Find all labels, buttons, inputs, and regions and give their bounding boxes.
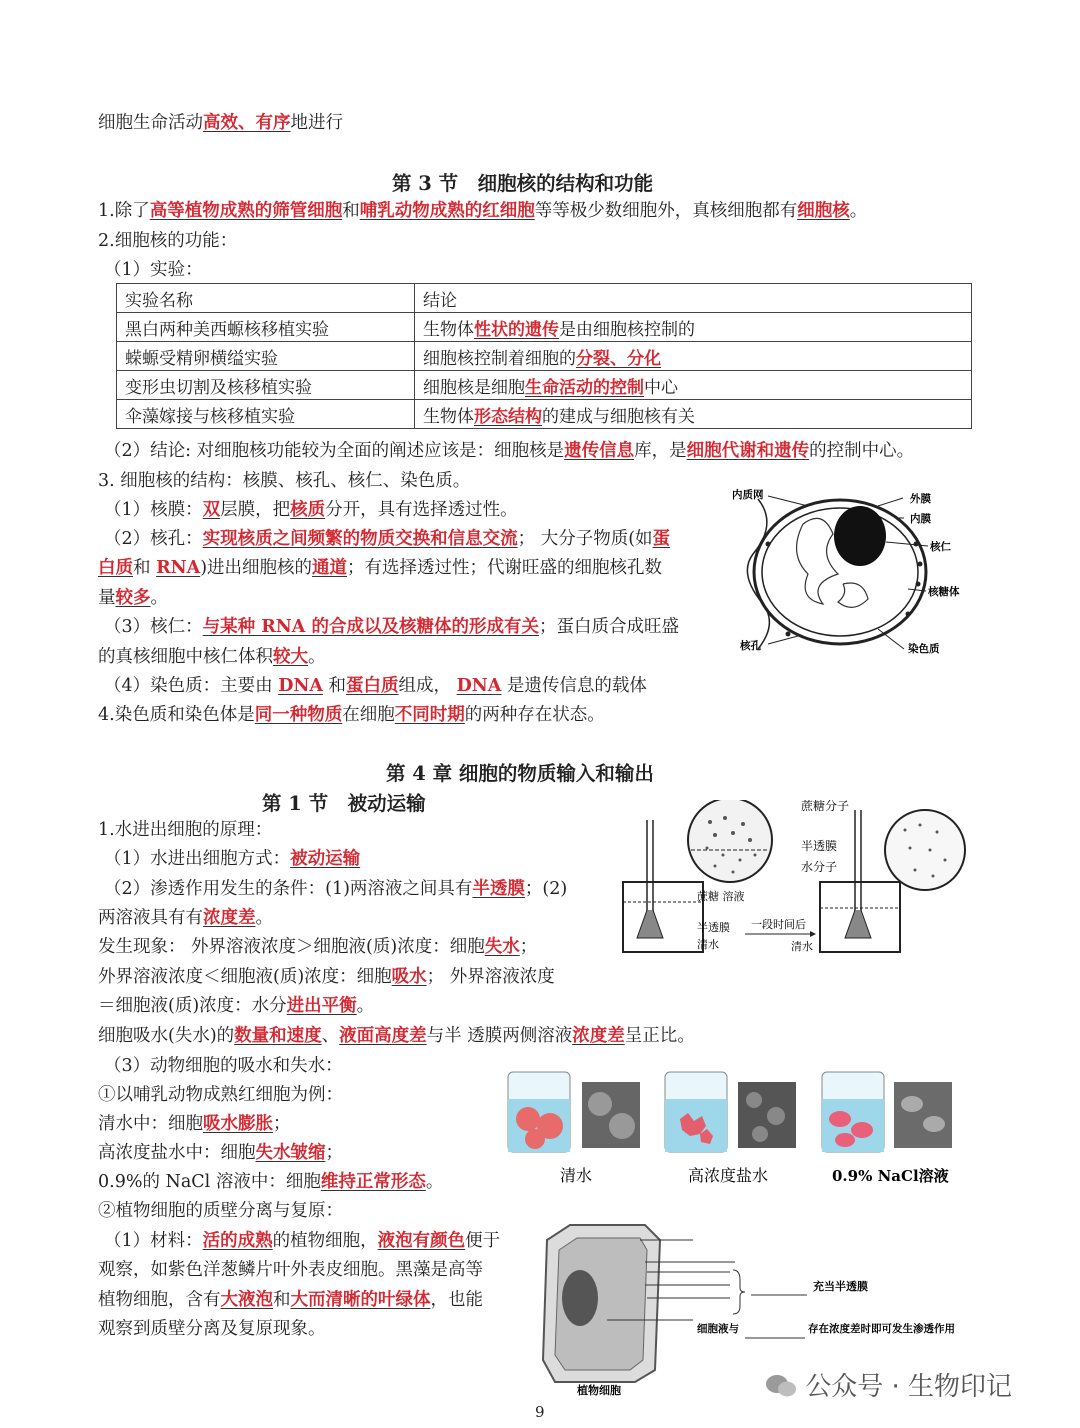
conclusion-line: （2）结论: 对细胞核功能较为全面的阐述应该是：细胞核是遗传信息库，是细胞代谢和遗传的控制中心。 [104, 441, 915, 461]
paragraph-2-1: （1）实验： [104, 260, 203, 280]
rbc-salt-line: 高浓度盐水中：细胞失水皱缩； [98, 1143, 343, 1163]
chromatin-path [797, 518, 838, 604]
nucleolus [834, 506, 886, 566]
svg-text:核糖体: 核糖体 [928, 586, 960, 598]
svg-text:存在浓度差时即可发生渗透作用: 存在浓度差时即可发生渗透作用 [808, 1323, 955, 1335]
rbc-nacl-line: 0.9%的 NaCl 溶液中：细胞维持正常形态。 [98, 1172, 444, 1192]
paragraph-4: 4.染色质和染色体是同一种物质在细胞不同时期的两种存在状态。 [98, 705, 605, 725]
zoom-circle-left [688, 800, 772, 882]
nuclear-pore-line-3: 量较多。 [98, 588, 168, 608]
svg-text:一段时间后: 一段时间后 [751, 918, 806, 931]
svg-text:高浓度盐水: 高浓度盐水 [688, 1166, 769, 1185]
svg-text:清水: 清水 [560, 1166, 593, 1185]
animal-cell-heading: （3）动物细胞的吸水和失水： [104, 1056, 343, 1076]
svg-text:半透膜: 半透膜 [697, 921, 730, 934]
svg-text:植物细胞: 植物细胞 [577, 1384, 621, 1397]
osmosis-diagram [615, 800, 970, 960]
material-line-4: 观察到质壁分离及复原现象。 [98, 1319, 326, 1339]
table-row: 黑白两种美西螈核移植实验 生物体性状的遗传是由细胞核控制的 [117, 313, 972, 342]
section-3-title: 第 3 节 细胞核的结构和功能 [392, 172, 654, 195]
svg-text:清水: 清水 [697, 938, 719, 951]
q1-1-line: （1）水进出细胞方式：被动运输 [104, 849, 361, 869]
paragraph-3: 3. 细胞核的结构：核膜、核孔、核仁、染色质。 [98, 471, 471, 491]
q1-2-line: （2）渗透作用发生的条件：(1)两溶液之间具有半透膜；(2) [104, 879, 568, 899]
beaker-nacl [822, 1072, 952, 1152]
line-cell-activity: 细胞生命活动高效、有序地进行 [98, 113, 343, 133]
svg-text:0.9% NaCl溶液: 0.9% NaCl溶液 [832, 1167, 949, 1185]
q1-3a-line: 发生现象： 外界溶液浓度＞细胞液(质)浓度：细胞失水； [98, 937, 538, 957]
paragraph-1: 1.除了高等植物成熟的筛管细胞和哺乳动物成熟的红细胞等等极少数细胞外，真核细胞都有细胞核。 [98, 201, 868, 221]
table-row: 变形虫切割及核移植实验 细胞核是细胞生命活动的控制中心 [117, 371, 972, 400]
svg-text:核孔: 核孔 [740, 640, 761, 652]
svg-text:核仁: 核仁 [930, 541, 951, 553]
svg-text:内质网: 内质网 [732, 489, 764, 501]
svg-text:水分子: 水分子 [801, 860, 838, 874]
page-number: 9 [535, 1403, 545, 1421]
nuclear-pore-line: （2）核孔：实现核质之间频繁的物质交换和信息交流； 大分子物质(如蛋 [104, 529, 671, 549]
experiment-table [116, 283, 972, 429]
q1-3b-line: 外界溶液浓度＜细胞液(质)浓度：细胞吸水； 外界溶液浓度 [98, 967, 555, 987]
material-line-3: 植物细胞，含有大液泡和大而清晰的叶绿体，也能 [98, 1290, 483, 1310]
svg-text:细胞液与: 细胞液与 [697, 1323, 739, 1335]
table-row: 伞藻嫁接与核移植实验 生物体形态结构的建成与细胞核有关 [117, 400, 972, 429]
q1-2b-line: 两溶液具有有浓度差。 [98, 908, 273, 928]
rbc-example: ①以哺乳动物成熟红细胞为例： [98, 1085, 343, 1105]
svg-text:充当半透膜: 充当半透膜 [813, 1280, 868, 1293]
q1-4-line: 细胞吸水(失水)的数量和速度、液面高度差与半 透膜两侧溶液浓度差呈正比。 [98, 1026, 695, 1046]
wechat-icon [765, 1373, 797, 1399]
svg-text:染色质: 染色质 [908, 643, 940, 655]
q1-3c-line: ＝细胞液(质)浓度：水分进出平衡。 [98, 996, 375, 1016]
q1-line: 1.水进出细胞的原理： [98, 820, 273, 840]
plant-nucleus [562, 1270, 598, 1326]
beaker-salt [665, 1072, 796, 1152]
table-row: 蝾螈受精卵横缢实验 细胞核控制着细胞的分裂、分化 [117, 342, 972, 371]
svg-text:清水: 清水 [791, 940, 813, 953]
nucleolus-line-2: 的真核细胞中核仁体积较大。 [98, 647, 326, 667]
beaker-left [623, 882, 703, 952]
key-term: 高效、有序 [203, 113, 291, 133]
beaker-water [508, 1072, 640, 1152]
zoom-circle-right [885, 810, 965, 890]
nucleolus-line: （3）核仁：与某种 RNA 的合成以及核糖体的形成有关；蛋白质合成旺盛 [104, 617, 679, 637]
svg-text:半透膜: 半透膜 [801, 839, 838, 853]
section-1-title: 第 1 节 被动运输 [262, 792, 426, 815]
nucleus-diagram [728, 484, 968, 659]
svg-text:内膜: 内膜 [910, 513, 931, 525]
plant-cell-heading: ②植物细胞的质壁分离与复原： [98, 1201, 343, 1221]
rbc-water-line: 清水中：细胞吸水膨胀； [98, 1114, 291, 1134]
svg-text:蔗糖 溶液: 蔗糖 溶液 [697, 890, 745, 903]
rbc-diagram [500, 1064, 970, 1194]
material-line: （1）材料：活的成熟的植物细胞，液泡有颜色便于 [104, 1231, 501, 1251]
nuclear-pore-line-2: 白质和 RNA)进出细胞核的通道；有选择透过性；代谢旺盛的细胞核孔数 [98, 558, 663, 578]
chromatin-line: （4）染色质：主要由 DNA 和蛋白质组成， DNA 是遗传信息的载体 [104, 676, 647, 696]
paragraph-2: 2.细胞核的功能： [98, 231, 238, 251]
er-path [747, 499, 769, 649]
nuclear-membrane-line: （1）核膜：双层膜，把核质分开，具有选择透过性。 [104, 500, 518, 520]
svg-text:蔗糖分子: 蔗糖分子 [801, 800, 850, 813]
table-header-row: 实验名称 结论 [117, 284, 972, 313]
watermark: 公众号 · 生物印记 [765, 1366, 1012, 1403]
material-line-2: 观察，如紫色洋葱鳞片叶外表皮细胞。黑藻是高等 [98, 1260, 483, 1280]
svg-text:外膜: 外膜 [910, 493, 931, 505]
chapter-4-title: 第 4 章 细胞的物质输入和输出 [386, 762, 654, 785]
